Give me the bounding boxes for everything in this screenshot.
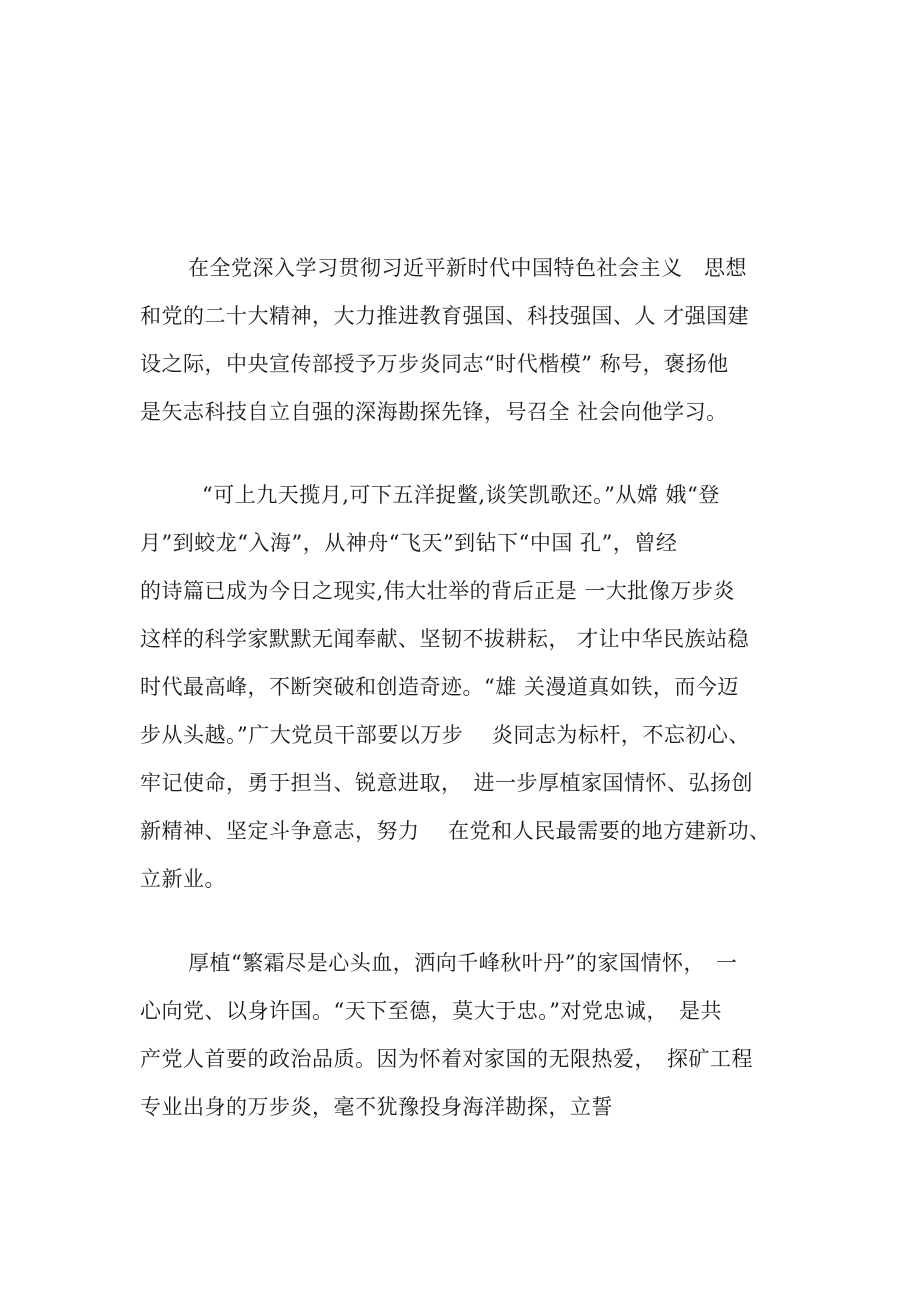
paragraph-line: 设之际，中央宣传部授予万步炎同志“时代楷模” 称号，褒扬他 — [140, 352, 729, 376]
paragraph-line: 是矢志科技自立自强的深海勘探先锋，号召全 社会向他学习。 — [140, 400, 728, 424]
paragraph-line: 立新业。 — [140, 867, 226, 891]
paragraph-2 — [140, 471, 820, 903]
paragraph-line: 新精神、坚定斗争意志，努力 在党和人民最需要的地方建新功、 — [140, 819, 771, 843]
paragraph-line: 月”到蛟龙“入海”，从神舟“飞天”到钻下“中国 孔”，曾经 — [140, 531, 678, 555]
paragraph-3 — [140, 939, 820, 1131]
paragraph-line: 心向党、以身许国。“天下至德，莫大于忠。”对党忠诚， 是共 — [140, 999, 722, 1023]
paragraph-line: 专业出身的万步炎，毫不犹豫投身海洋勘探，立誓 — [140, 1095, 613, 1119]
paragraph-1 — [140, 244, 820, 436]
paragraph-line: “可上九天揽月,可下五洋捉鳖,谈笑凯歌还。”从嫦 娥“登 — [202, 483, 720, 507]
paragraph-line: 步从头越。”广大党员干部要以万步 炎同志为标杆，不忘初心、 — [140, 723, 750, 747]
paragraph-line: 厚植“繁霜尽是心头血，洒向千峰秋叶丹”的家国情怀， 一 — [188, 951, 738, 975]
paragraph-line: 在全党深入学习贯彻习近平新时代中国特色社会主义 思想 — [188, 256, 747, 280]
paragraph-line: 这样的科学家默默无闻奉献、坚韧不拔耕耘， 才让中华民族站稳 — [140, 627, 750, 651]
paragraph-line: 和党的二十大精神，大力推进教育强国、科技强国、人 才强国建 — [140, 304, 750, 328]
paragraph-line: 产党人首要的政治品质。因为怀着对家国的无限热爱， 探矿工程 — [140, 1047, 753, 1071]
paragraph-line: 牢记使命，勇于担当、锐意进取， 进一步厚植家国情怀、弘扬创 — [140, 771, 753, 795]
paragraph-line: 的诗篇已成为今日之现实,伟大壮举的背后正是 一大批像万步炎 — [140, 579, 735, 603]
paragraph-line: 时代最高峰，不断突破和创造奇迹。“雄 关漫道真如铁，而今迈 — [140, 675, 739, 699]
